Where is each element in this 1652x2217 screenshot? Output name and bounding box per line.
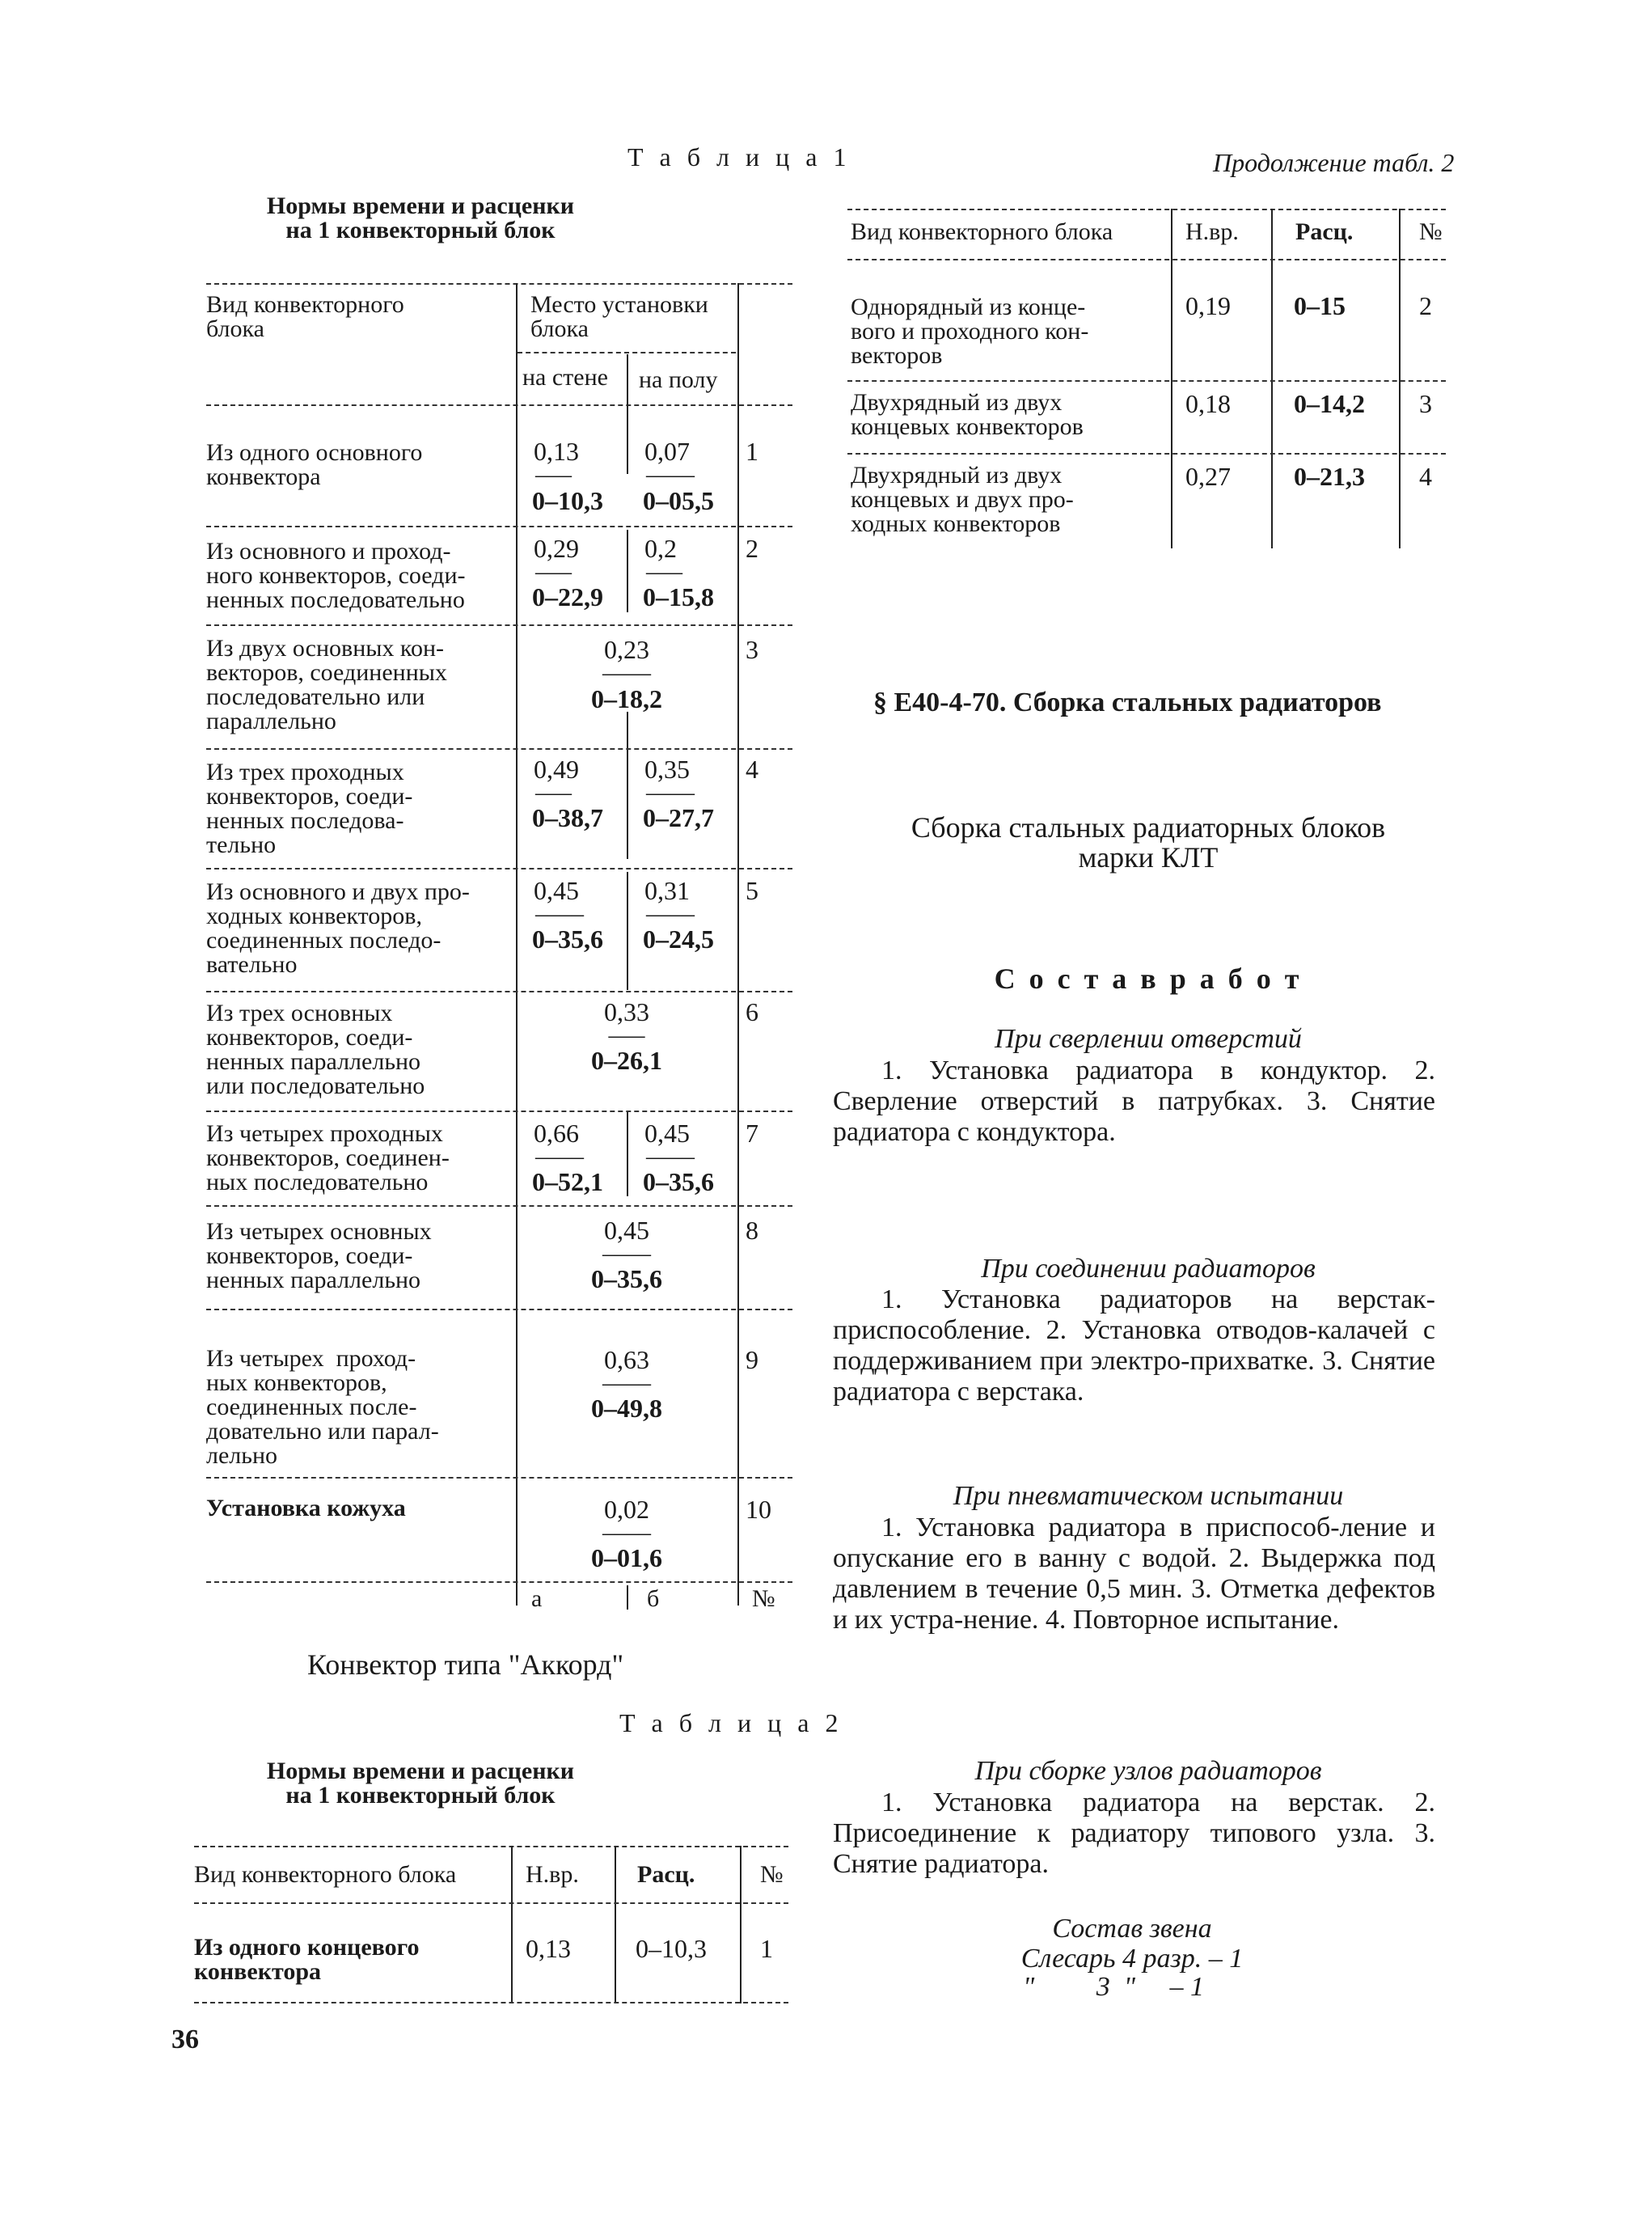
fraction-bar: –––– [646,1143,695,1170]
table-row: Из четырех основных конвекторов, соеди- ненных параллельно [206,1218,432,1293]
cell-time: 0,19 [1185,291,1231,320]
table-row: Установка кожуха [206,1495,406,1521]
cell-rate: 0–52,1 [532,1167,603,1196]
table-row: Из основного и двух про- ходных конвекторов, соединенных последо- вательно [206,878,470,978]
crew-line2: " 3 " – 1 [1023,1972,1205,2002]
row-number: 6 [746,997,758,1026]
cell-time: 0,63 [604,1345,649,1374]
row-number: 4 [1419,462,1432,491]
cell-time: 0,27 [1185,462,1231,491]
row-number: 7 [746,1119,758,1148]
block-heading: При сверлении отверстий [995,1024,1302,1054]
cell-rate: 0–27,7 [643,803,714,832]
cell-rate: 0–35,6 [591,1264,662,1293]
cell-time: 0,45 [644,1119,690,1148]
cell-rate: 0–22,9 [532,582,603,611]
cell-rate: 0–15,8 [643,582,714,611]
cell-rate: 0–10,3 [636,1934,707,1963]
block-text: 1. Установка радиаторов на верстак-приспособление. 2. Установка отводов-калачей с поддерживанием при электро-прихватке. 3. Снятие радиатора с верстака. [833,1284,1435,1407]
table2-header-time: Н.вр. [526,1861,579,1888]
block-text: 1. Установка радиатора в кондуктор. 2. Сверление отверстий в патрубках. 3. Снятие радиатора с кондуктора. [833,1056,1435,1147]
row-number: 2 [746,534,758,563]
cell-rate: 0–14,2 [1294,389,1365,418]
cell-time: 0,07 [644,437,690,466]
table2-label: Т а б л и ц а 2 [619,1708,843,1737]
fraction-bar: –––– [646,779,695,806]
row-number: 3 [746,635,758,664]
row-number: 4 [746,755,758,784]
fraction-bar: –––– [602,1519,651,1546]
continuation-label: Продолжение табл. 2 [1213,148,1455,177]
cell-time: 0,66 [534,1119,579,1148]
cell-time: 0,49 [534,755,579,784]
table-row: Из одного основного конвектора [206,439,423,490]
table-row: Из трех проходных конвекторов, соеди- ненных последова- тельно [206,759,413,858]
table-row: Из четырех проход- ных конвекторов, соединенных после- довательно или парал- лельно [206,1345,439,1469]
cell-rate: 0–26,1 [591,1046,662,1075]
subtitle-line2: марки КЛТ [1078,841,1219,874]
row-number: 2 [1419,291,1432,320]
fraction-bar: ––– [608,1022,645,1048]
cell-rate: 0–18,2 [591,684,662,713]
fraction-bar: –––– [646,461,695,488]
block-text: 1. Установка радиатора на верстак. 2. Присоединение к радиатору типового узла. 3. Снятие радиатора. [833,1788,1435,1879]
cell-rate: 0–10,3 [532,486,603,515]
crew-heading: Состав звена [1052,1914,1212,1944]
fraction-bar: ––– [535,779,572,806]
table2-title-line2: на 1 конвекторный блок [285,1782,556,1809]
cell-time: 0,23 [604,635,649,664]
table-row: Из трех основных конвекторов, соеди- ненных параллельно или последовательно [206,1000,425,1099]
cell-rate: 0–35,6 [643,1167,714,1196]
cell-time: 0,29 [534,534,579,563]
cell-time: 0,18 [1185,389,1231,418]
cont-header-num: № [1419,218,1443,245]
table-row: Из четырех проходных конвекторов, соединен- ных последовательно [206,1120,450,1195]
cont-header-col0: Вид конвекторного блока [851,218,1113,245]
fraction-bar: –––– [602,1369,651,1396]
cell-rate: 0–01,6 [591,1543,662,1572]
table2-header-rate: Расц. [637,1861,695,1888]
fraction-bar: ––– [535,558,572,585]
row-number: 8 [746,1216,758,1245]
cell-rate: 0–05,5 [643,486,714,515]
table2-header-col0: Вид конвекторного блока [194,1861,457,1888]
table-row: Однорядный из конце- вого и проходного кон- векторов [851,294,1089,369]
table-row: Из основного и проход- ного конвекторов, соеди- ненных последовательно [206,538,466,613]
row-number: 10 [746,1495,771,1524]
table1-header-group: Место установки блока [530,291,708,342]
cell-time: 0,31 [644,876,690,905]
fraction-bar: –––– [602,1240,651,1267]
cell-rate: 0–38,7 [532,803,603,832]
cell-time: 0,13 [534,437,579,466]
block-text: 1. Установка радиатора в приспособ-ление и опускание его в ванну с водой. 2. Выдержка под давлением в течение 0,5 мин. 3. Отметка дефектов и их устра-нение. 4. Повторное испытание. [833,1513,1435,1635]
row-number: 3 [1419,389,1432,418]
row-number: 1 [746,437,758,466]
section-title: § Е40-4-70. Сборка стальных радиаторов [873,688,1382,717]
work-composition-heading: С о с т а в р а б о т [994,963,1303,995]
table1-header-col0: Вид конвекторного блока [206,291,404,342]
cell-rate: 0–24,5 [643,924,714,954]
table1-footer-a: а [531,1585,543,1612]
table1-header-on-floor: на полу [639,366,718,393]
row-number: 1 [760,1934,773,1963]
cell-time: 0,02 [604,1495,649,1524]
table2-header-num: № [760,1861,784,1888]
cell-time: 0,13 [526,1934,571,1963]
fraction-bar: –––– [602,659,651,686]
cell-time: 0,35 [644,755,690,784]
block-heading: При соединении радиаторов [981,1254,1316,1284]
cell-time: 0,45 [604,1216,649,1245]
table1-footer-b: б [647,1585,660,1612]
table-row: Из двух основных кон- векторов, соединенных последовательно или параллельно [206,635,447,734]
fraction-bar: –––– [535,1143,584,1170]
row-number: 9 [746,1345,758,1374]
crew-line1: Слесарь 4 разр. – 1 [1020,1944,1244,1974]
cell-time: 0,33 [604,997,649,1026]
table-row: Из одного концевого конвектора [194,1934,420,1985]
table-row: Двухрядный из двух концевых конвекторов [851,389,1084,440]
cell-rate: 0–35,6 [532,924,603,954]
cell-rate: 0–15 [1294,291,1346,320]
cell-time: 0,2 [644,534,677,563]
fraction-bar: –––– [646,900,695,927]
convector-caption: Конвектор типа "Аккорд" [307,1648,624,1681]
cell-rate: 0–21,3 [1294,462,1365,491]
cont-header-rate: Расц. [1295,218,1354,245]
page-number: 36 [171,2024,199,2054]
table1-header-on-wall: на стене [522,364,608,391]
table1-label: Т а б л и ц а 1 [627,142,851,171]
subtitle-line1: Сборка стальных радиаторных блоков [911,811,1386,844]
table1-title-line1: Нормы времени и расценки [266,193,575,219]
fraction-bar: ––– [535,461,572,488]
block-heading: При пневматическом испытании [953,1481,1344,1511]
cell-rate: 0–49,8 [591,1394,662,1423]
fraction-bar: –––– [535,900,584,927]
block-heading: При сборке узлов радиаторов [974,1756,1322,1786]
table-row: Двухрядный из двух концевых и двух про- ходных конвекторов [851,462,1074,537]
table2-title-line1: Нормы времени и расценки [266,1758,575,1784]
table1-footer-num: № [752,1585,775,1612]
cell-time: 0,45 [534,876,579,905]
cont-header-time: Н.вр. [1185,218,1239,245]
table1-title-line2: на 1 конвекторный блок [285,217,556,243]
fraction-bar: ––– [646,558,682,585]
row-number: 5 [746,876,758,905]
